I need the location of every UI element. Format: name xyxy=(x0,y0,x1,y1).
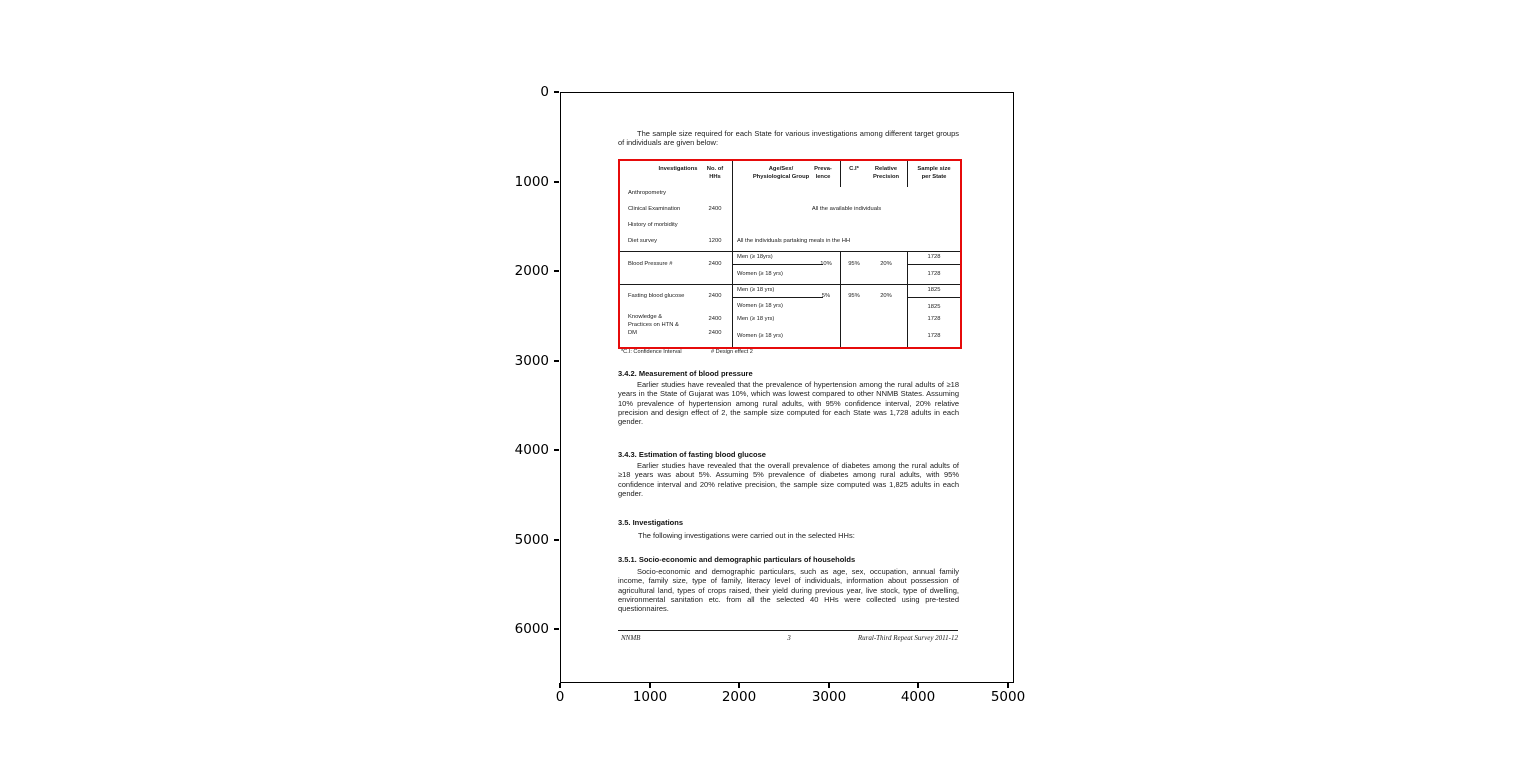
footer-rule xyxy=(618,630,958,631)
cell-bp-prevalence: 10% xyxy=(820,261,832,267)
row-blood-pressure: Blood Pressure # xyxy=(628,261,673,267)
y-tickmark xyxy=(554,628,559,630)
table-hline xyxy=(908,264,960,265)
row-knowledge-practices-line1: Knowledge & xyxy=(628,314,663,320)
col-header-ci: C.I* xyxy=(849,166,859,172)
footer-page-number: 3 xyxy=(787,634,791,642)
cell-fbg-men: Men (≥ 18 yrs) xyxy=(737,287,775,293)
x-tickmark xyxy=(559,683,561,688)
x-tickmark xyxy=(828,683,830,688)
section-body-343: Earlier studies have revealed that the overall prevalence of diabetes among the rural adults of ≥18 years was about 5%. Assuming 5% prevalence of diabetes among rural adults, with 95% confidence interval and 20% relative precision, the sample size computed was 1,825 adults in each gender. xyxy=(618,461,959,498)
table-vline xyxy=(907,161,908,187)
section-body-351: Socio-economic and demographic particulars, such as age, sex, occupation, annual family income, family size, type of family, literacy level of individuals, information about possession of agricultural land, types of crops raised, their yield during previous year, live stock, type of dwelling, environmental sanitation etc. from all the selected 40 HHs were collected using pre-tested questionnaires. xyxy=(618,567,959,614)
cell-bp-men: Men (≥ 18yrs) xyxy=(737,254,773,260)
cell-kp-women: Women (≥ 18 yrs) xyxy=(737,333,783,339)
cell-clinical-hhs: 2400 xyxy=(708,206,722,212)
cell-kp-men: Men (≥ 18 yrs) xyxy=(737,316,775,322)
row-diet-survey: Diet survey xyxy=(628,238,657,244)
col-header-agesex-line1: Age/Sex/ xyxy=(768,166,794,172)
sample-size-table xyxy=(618,159,962,349)
col-header-prevalence-line1: Preva- xyxy=(814,166,832,172)
col-header-sample-size-line2: per State xyxy=(921,174,947,180)
x-axis-tick-label: 5000 xyxy=(990,689,1026,705)
cell-bp-hhs: 2400 xyxy=(708,261,722,267)
cell-fbg-hhs: 2400 xyxy=(708,293,722,299)
x-axis-tick-label: 2000 xyxy=(721,689,757,705)
col-header-hhs-line2: HHs xyxy=(709,174,721,180)
x-axis-tick-label: 3000 xyxy=(811,689,847,705)
col-header-sample-size-line1: Sample size xyxy=(917,166,951,172)
col-header-prevalence-line2: lence xyxy=(815,174,831,180)
footnote-design-effect: # Design effect 2 xyxy=(711,349,753,355)
x-tickmark xyxy=(738,683,740,688)
table-vline xyxy=(732,161,733,347)
y-axis-tick-label: 0 xyxy=(540,84,549,100)
y-tickmark xyxy=(554,539,559,541)
cell-kp-hhs-men: 2400 xyxy=(708,316,722,322)
section-body-35: The following investigations were carried out in the selected HHs: xyxy=(638,531,855,540)
cell-fbg-sample-women: 1825 xyxy=(927,304,941,310)
table-hline xyxy=(908,297,960,298)
y-tickmark xyxy=(554,449,559,451)
y-axis-tick-label: 2000 xyxy=(514,263,549,279)
x-tickmark xyxy=(649,683,651,688)
y-tickmark xyxy=(554,181,559,183)
section-heading-35: 3.5. Investigations xyxy=(618,518,684,527)
cell-fbg-prevalence: 5% xyxy=(821,293,831,299)
cell-diet-hhs: 1200 xyxy=(708,238,722,244)
y-axis-tick-label: 6000 xyxy=(514,621,549,637)
cell-bp-sample-women: 1728 xyxy=(927,271,941,277)
table-hline xyxy=(733,297,823,298)
col-header-relative-precision-line2: Precision xyxy=(872,174,900,180)
col-header-hhs-line1: No. of xyxy=(706,166,724,172)
cell-all-available-individuals: All the available individuals xyxy=(811,206,882,212)
cell-bp-women: Women (≥ 18 yrs) xyxy=(737,271,783,277)
cell-bp-relative-precision: 20% xyxy=(880,261,892,267)
row-knowledge-practices-line3: DM xyxy=(628,330,638,336)
section-heading-351: 3.5.1. Socio-economic and demographic particulars of households xyxy=(618,555,856,564)
x-axis-tick-label: 1000 xyxy=(632,689,668,705)
table-hline xyxy=(620,284,960,285)
cell-all-partaking-meals: All the individuals partaking meals in the HH xyxy=(737,238,851,244)
cell-fbg-relative-precision: 20% xyxy=(880,293,892,299)
x-tickmark xyxy=(1007,683,1009,688)
row-clinical-examination: Clinical Examination xyxy=(628,206,681,212)
y-tickmark xyxy=(554,360,559,362)
cell-kp-sample-women: 1728 xyxy=(927,333,941,339)
cell-bp-ci: 95% xyxy=(848,261,860,267)
y-axis-tick-label: 4000 xyxy=(514,442,549,458)
section-body-342: Earlier studies have revealed that the prevalence of hypertension among the rural adults of ≥18 years in the State of Gujarat was 10%, which was lowest compared to other NNMB States. Assuming 10% prevalence of hypertension among rural adults, with 95% confidence interval, 20% relative precision and design effect of 2, the sample size computed for each State was 1,728 adults in each gender. xyxy=(618,380,959,427)
cell-fbg-ci: 95% xyxy=(848,293,860,299)
y-tickmark xyxy=(554,91,559,93)
col-header-agesex-line2: Physiological Group xyxy=(752,174,810,180)
col-header-investigations: Investigations xyxy=(658,166,698,172)
y-axis-tick-label: 3000 xyxy=(514,353,549,369)
y-axis-tick-label: 1000 xyxy=(514,174,549,190)
plot-area xyxy=(560,92,1014,683)
table-vline xyxy=(907,251,908,347)
row-anthropometry: Anthropometry xyxy=(628,190,667,196)
footer-org: NNMB xyxy=(621,634,641,642)
cell-kp-hhs-women: 2400 xyxy=(708,330,722,336)
x-axis-tick-label: 0 xyxy=(555,689,565,705)
table-vline xyxy=(840,251,841,347)
document-page xyxy=(561,93,1013,682)
col-header-relative-precision-line1: Relative xyxy=(874,166,898,172)
x-tickmark xyxy=(917,683,919,688)
section-heading-342: 3.4.2. Measurement of blood pressure xyxy=(618,369,753,378)
y-axis-tick-label: 5000 xyxy=(514,532,549,548)
cell-bp-sample-men: 1728 xyxy=(927,254,941,260)
y-tickmark xyxy=(554,270,559,272)
section-heading-343: 3.4.3. Estimation of fasting blood glucose xyxy=(618,450,766,459)
row-history-of-morbidity: History of morbidity xyxy=(628,222,678,228)
cell-fbg-sample-men: 1825 xyxy=(927,287,941,293)
table-hline xyxy=(733,264,823,265)
row-fasting-blood-glucose: Fasting blood glucose xyxy=(628,293,685,299)
cell-kp-sample-men: 1728 xyxy=(927,316,941,322)
cell-fbg-women: Women (≥ 18 yrs) xyxy=(737,303,783,309)
footer-survey-title: Rural-Third Repeat Survey 2011-12 xyxy=(857,634,958,642)
table-vline xyxy=(840,161,841,187)
footnote-confidence-interval: *C.I: Confidence Interval xyxy=(621,349,682,355)
row-knowledge-practices-line2: Practices on HTN & xyxy=(628,322,679,328)
x-axis-tick-label: 4000 xyxy=(900,689,936,705)
table-hline xyxy=(620,251,960,252)
intro-paragraph: The sample size required for each State for various investigations among different target groups of individuals are given below: xyxy=(618,129,959,148)
